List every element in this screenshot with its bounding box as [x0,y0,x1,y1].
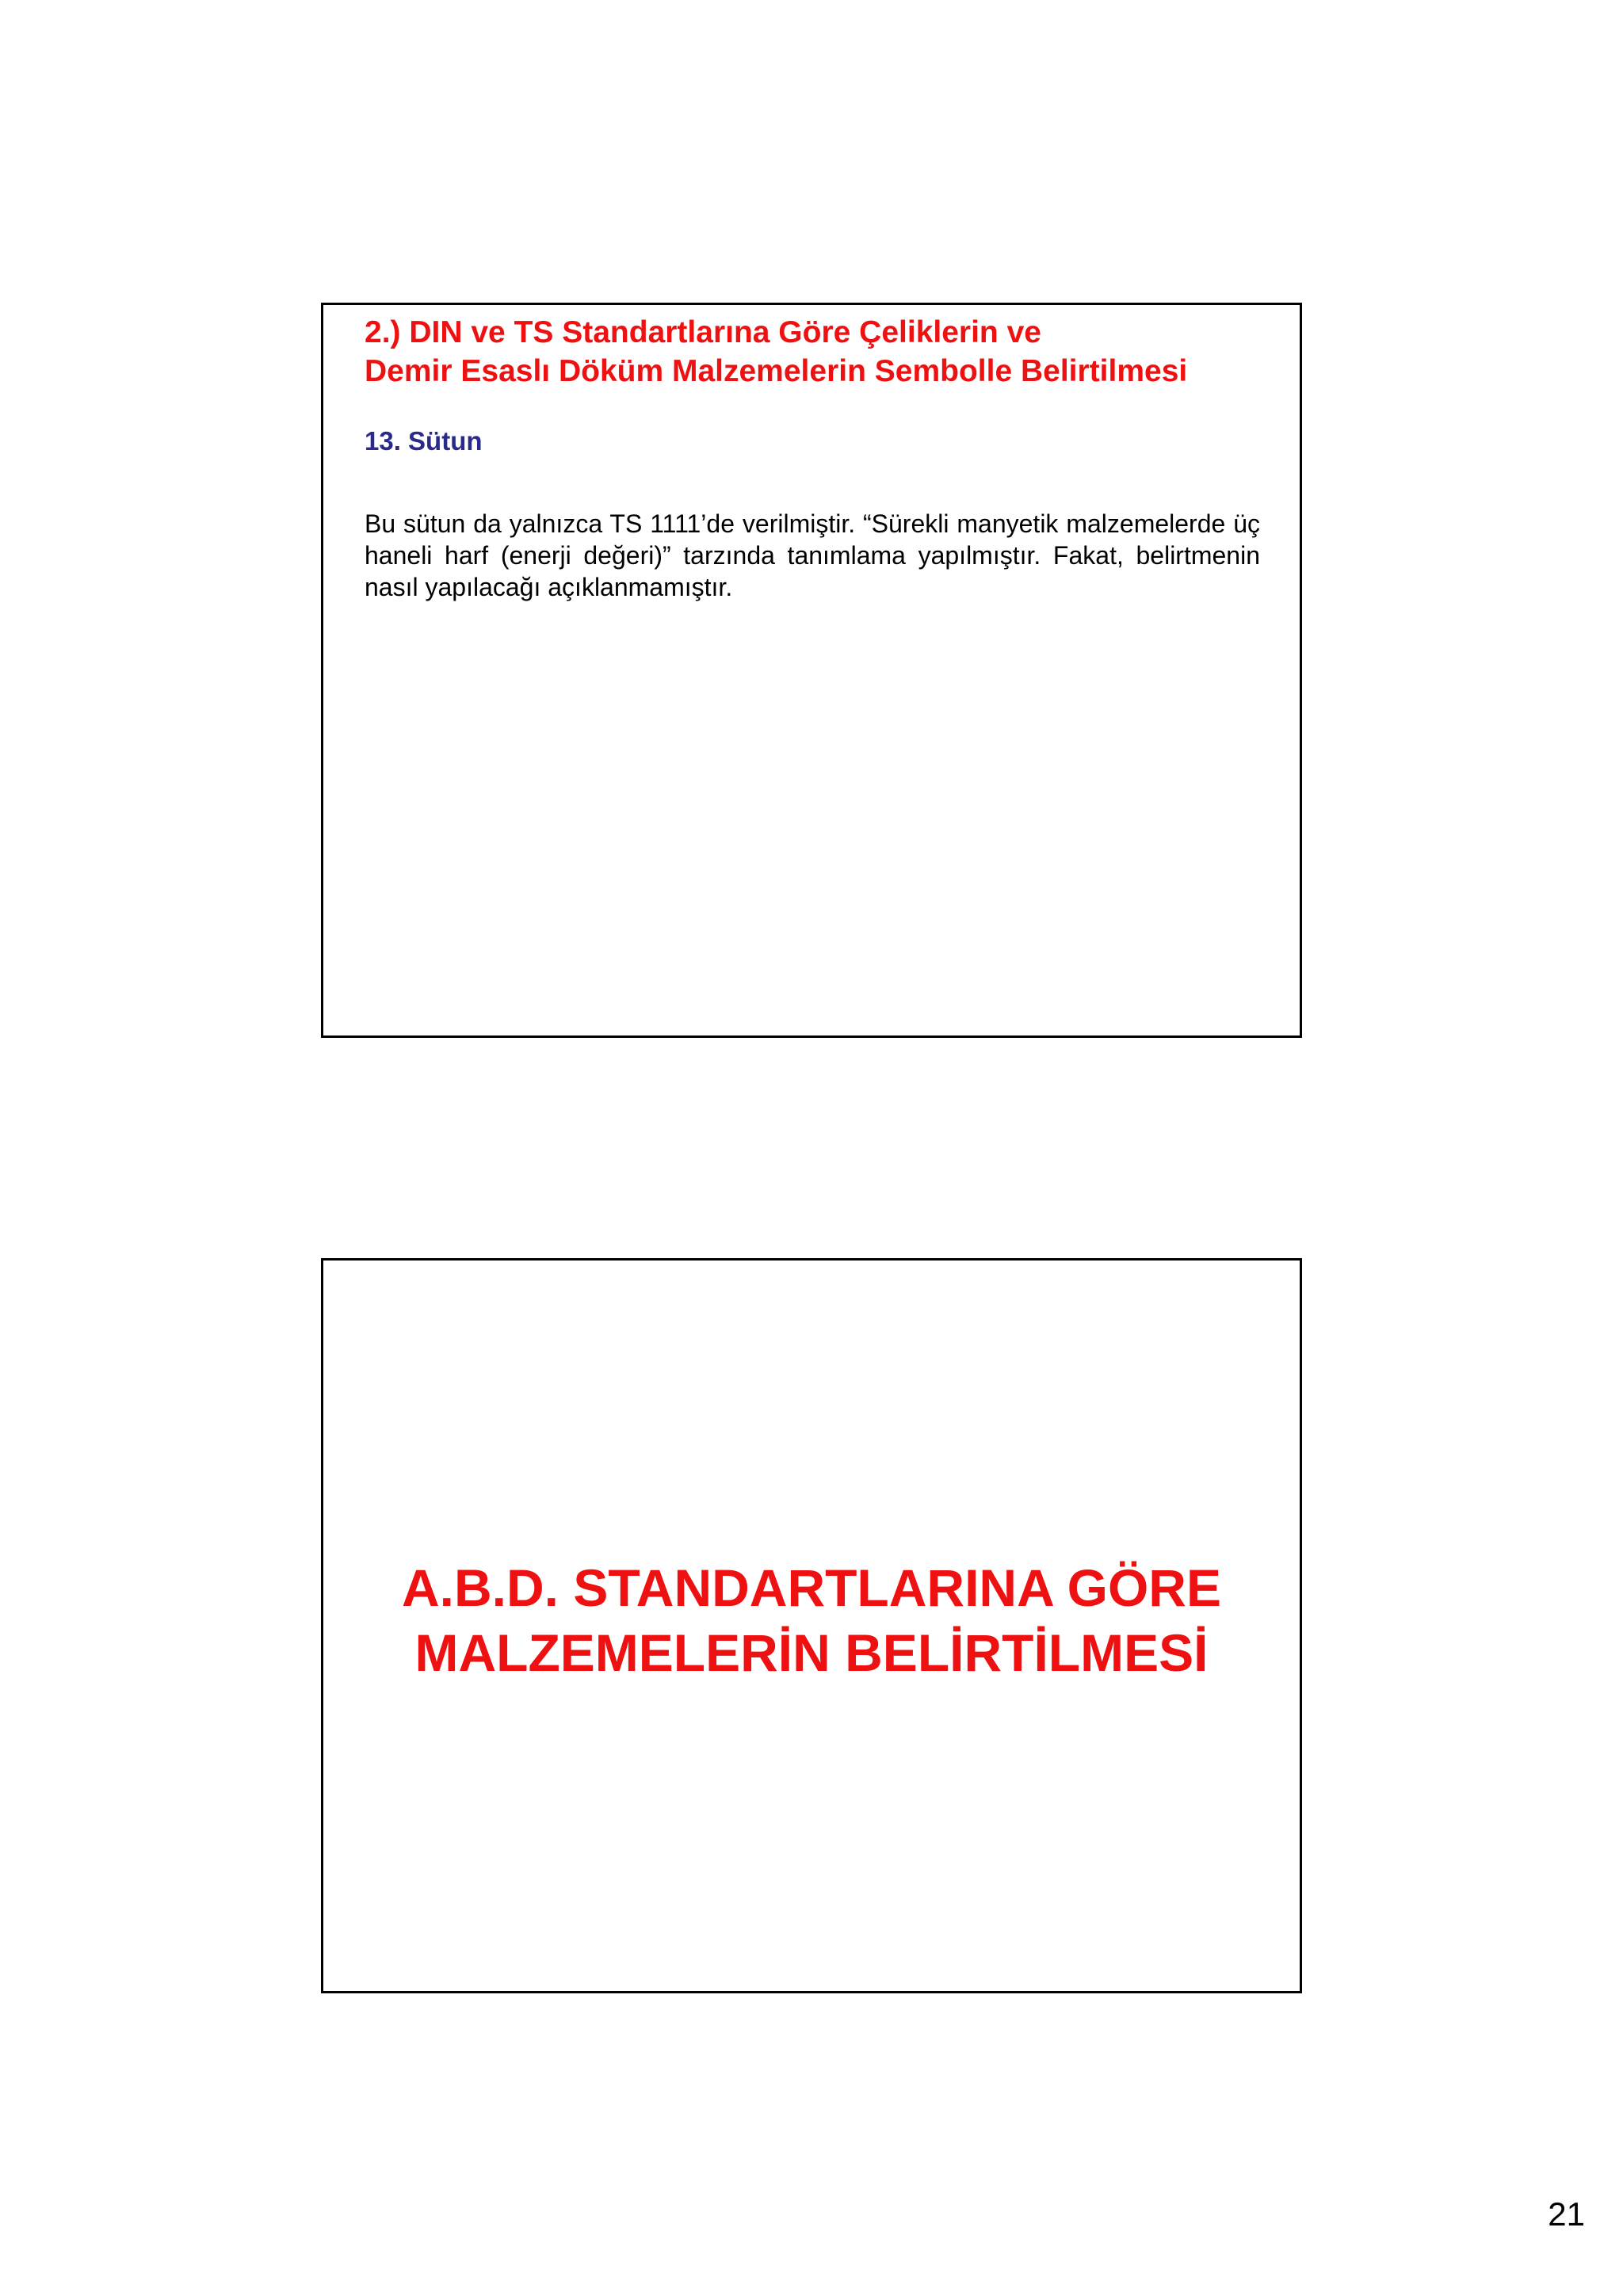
section-title-line: A.B.D. STANDARTLARINA GÖRE [402,1558,1221,1617]
slide-body-text: Bu sütun da yalnızca TS 1111’de verilmiştir. “Sürekli manyetik malzemelerde üç haneli harf (enerji değeri)” tarzında tanımlama yapılmıştır. Fakat, belirtmenin nasıl yapılacağı açıklanmamıştır. [365,509,1260,601]
slide-abd-standards-title [321,1258,1302,1993]
slide-din-ts-column-13 [321,303,1302,1038]
page-number: 21 [1548,2195,1585,2233]
slide-title [365,313,1276,391]
slide-title-line: Demir Esaslı Döküm Malzemelerin Sembolle Belirtilmesi [365,354,1188,388]
section-title-line: MALZEMELERİN BELİRTİLMESİ [414,1623,1209,1682]
slide-subtitle: 13. Sütun [365,426,483,456]
section-title [323,1555,1300,1685]
slide-title-line: 2.) DIN ve TS Standartlarına Göre Çeliklerin ve [365,315,1041,349]
